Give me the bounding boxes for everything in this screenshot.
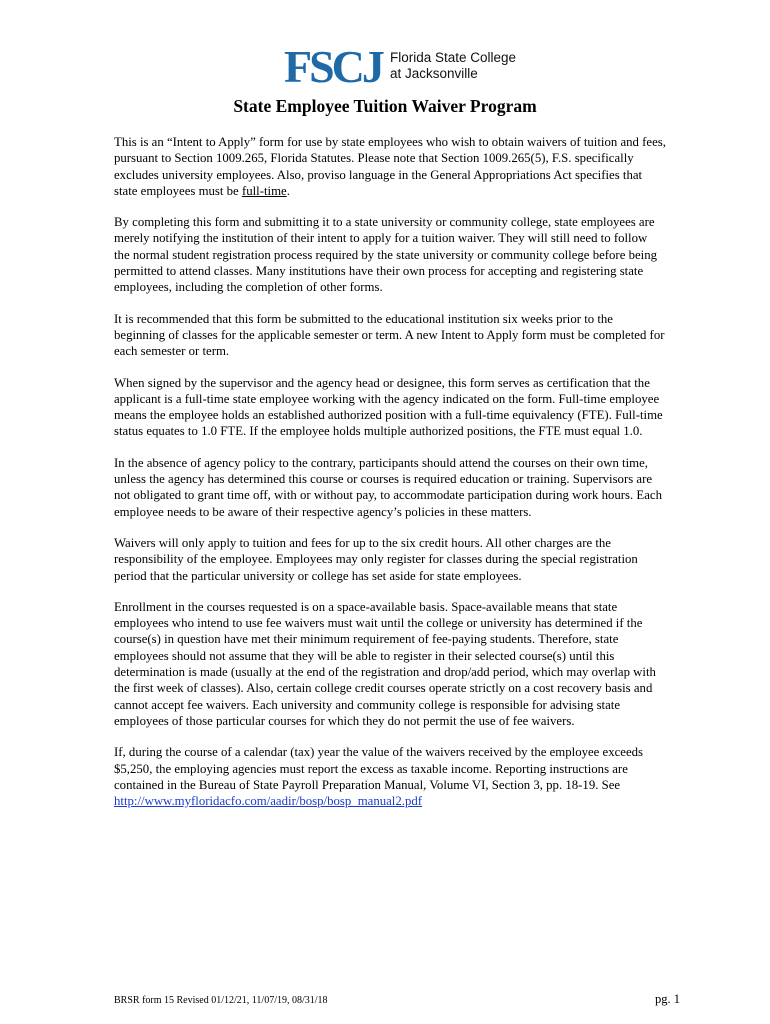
page-title: State Employee Tuition Waiver Program [233,96,537,116]
paragraph-attendance: In the absence of agency policy to the contrary, participants should attend the courses on their own time, unless the agency has determined this course or courses is required education or training. Supervisors are not obligated to grant time off, with or without pay, to accommodate participation during work hours. Each employee needs to be aware of their respective agency’s policies in these matters. [114,455,663,519]
logo-line-1: Florida State College [390,50,517,65]
logo-mark: FSCJ [284,41,382,92]
logo-line-2: at Jacksonville [390,66,478,81]
paragraph-credit-hours: Waivers will only apply to tuition and fees for up to the six credit hours. All other charges are the responsibility of the employee. Employees may only register for classes during the special registration period that the particular university or college has set aside for state employees. [114,535,638,583]
full-time-emphasis: full-time [241,183,287,198]
paragraph-taxable-income-text: If, during the course of a calendar (tax) year the value of the waivers received by the employee exceeds $5,250, the employing agencies must report the excess as taxable income. Reporting instructions are contained in the Bureau of State Payroll Preparation Manual, Volume VI, Section 3, pp. 18-19. See [114,745,644,792]
bosp-manual-link[interactable]: http://www.myfloridacfo.com/aadir/bosp/bosp_manual2.pdf [114,794,423,809]
paragraph-certification: When signed by the supervisor and the agency head or designee, this form serves as certification that the applicant is a full-time state employee working with the agency indicated on the form. Full-time employee means the employee holds an established authorized position with a full-time equivalency (FTE). Full-time status equates to 1.0 FTE. If the employee holds multiple authorized positions, the FTE must equal 1.0. [114,375,663,439]
page-number: pg. 1 [655,992,680,1006]
logo-text [390,50,590,82]
paragraph-notify: By completing this form and submitting it to a state university or community college, state employees are merely notifying the institution of their intent to apply for a tuition waiver. They will still need to follow the normal student registration process required by the state university or community college before being permitted to attend classes. Many institutions have their own process for accepting and registering state employees, including the completion of other forms. [114,215,657,295]
paragraph-taxable-income [114,744,666,809]
form-revision-footer: BRSR form 15 Revised 01/12/21, 11/07/19, 08/31/18 [114,995,328,1006]
document-body [114,134,666,824]
paragraph-timing: It is recommended that this form be submitted to the educational institution six weeks prior to the beginning of classes for the applicable semester or term. A new Intent to Apply form must be completed for each semester or term. [114,311,665,359]
paragraph-intent-text: This is an “Intent to Apply” form for use by state employees who wish to obtain waivers of tuition and fees, pursuant to Section 1009.265, Florida Statutes. Please note that Section 1009.265(5), F.S. specifically excludes university employees. Also, proviso language in the General Appropriations Act specifies that state employees must be [114,135,666,198]
paragraph-enrollment: Enrollment in the courses requested is on a space-available basis. Space-available means that state employees who intend to use fee waivers must wait until the college or university has determined if the course(s) in question have met their minimum requirement of fee-paying students. Therefore, state employees should not assume that they will be able to register in their selected course(s) until this determination is made (usually at the end of the registration and drop/add period, which may overlap with the first week of classes). Also, certain college credit courses operate strictly on a cost recovery basis and cannot accept fee waivers. Each university and community college is responsible for advising state employees of those particular courses for which they do not permit the use of fee waivers. [114,599,656,728]
paragraph-intent [114,134,666,199]
paragraph-intent-end: . [286,183,290,198]
